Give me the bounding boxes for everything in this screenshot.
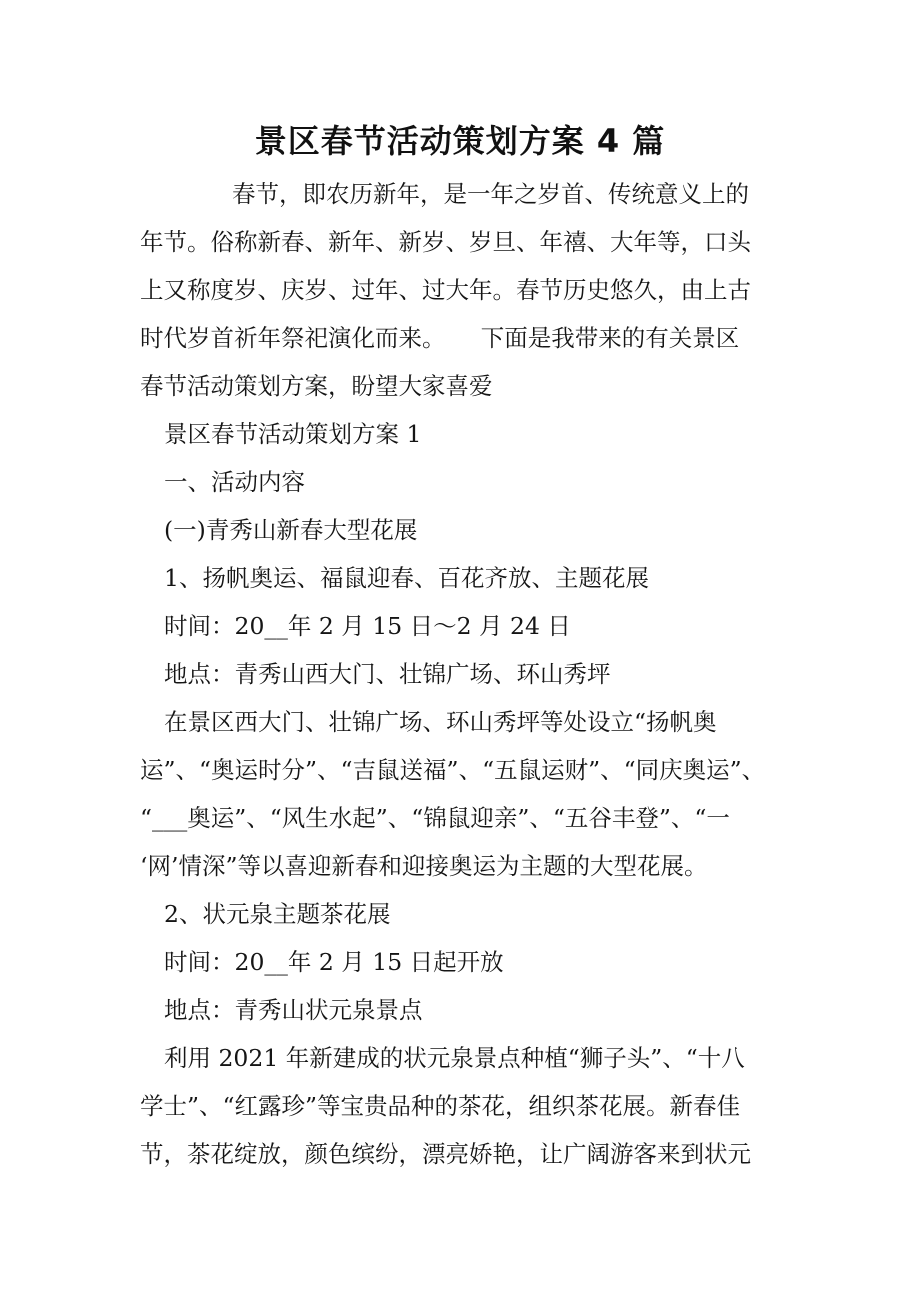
- section-heading: 一、活动内容: [164, 468, 305, 496]
- time-line: 时间：20__年 2 月 15 日起开放: [164, 948, 504, 976]
- paragraph-line: 春节，即农历新年，是一年之岁首、传统意义上的: [232, 180, 749, 208]
- paragraph-line: 学士”、“红露珍”等宝贵品种的茶花，组织茶花展。新春佳: [140, 1092, 741, 1120]
- section-heading: 景区春节活动策划方案 1: [164, 420, 422, 448]
- paragraph-line: “___奥运”、“风生水起”、“锦鼠迎亲”、“五谷丰登”、“一: [140, 804, 730, 832]
- paragraph-line: 春节活动策划方案，盼望大家喜爱: [140, 372, 493, 400]
- paragraph-line: 上又称度岁、庆岁、过年、过大年。春节历史悠久，由上古: [140, 276, 751, 304]
- paragraph-line: 在景区西大门、壮锦广场、环山秀坪等处设立“扬帆奥: [164, 708, 717, 736]
- location-line: 地点：青秀山西大门、壮锦广场、环山秀坪: [164, 660, 611, 688]
- subsection-heading: (一)青秀山新春大型花展: [164, 516, 418, 544]
- location-line: 地点：青秀山状元泉景点: [164, 996, 423, 1024]
- document-title: 景区春节活动策划方案 4 篇: [254, 122, 666, 160]
- item-heading: 1、扬帆奥运、福鼠迎春、百花齐放、主题花展: [164, 564, 649, 592]
- paragraph-line: 年节。俗称新春、新年、新岁、岁旦、年禧、大年等，口头: [140, 228, 751, 256]
- paragraph-line: 运”、“奥运时分”、“吉鼠送福”、“五鼠运财”、“同庆奥运”、: [140, 756, 766, 784]
- paragraph-line: ‘网’情深”等以喜迎新春和迎接奥运为主题的大型花展。: [140, 852, 708, 880]
- paragraph-line: 利用 2021 年新建成的状元泉景点种植“狮子头”、“十八: [164, 1044, 745, 1072]
- paragraph-line: 时代岁首祈年祭祀演化而来。 下面是我带来的有关景区: [140, 324, 740, 352]
- item-heading: 2、状元泉主题茶花展: [164, 900, 391, 928]
- paragraph-line: 节，茶花绽放，颜色缤纷，漂亮娇艳，让广阔游客来到状元: [140, 1140, 751, 1168]
- time-line: 时间：20__年 2 月 15 日～2 月 24 日: [164, 612, 571, 640]
